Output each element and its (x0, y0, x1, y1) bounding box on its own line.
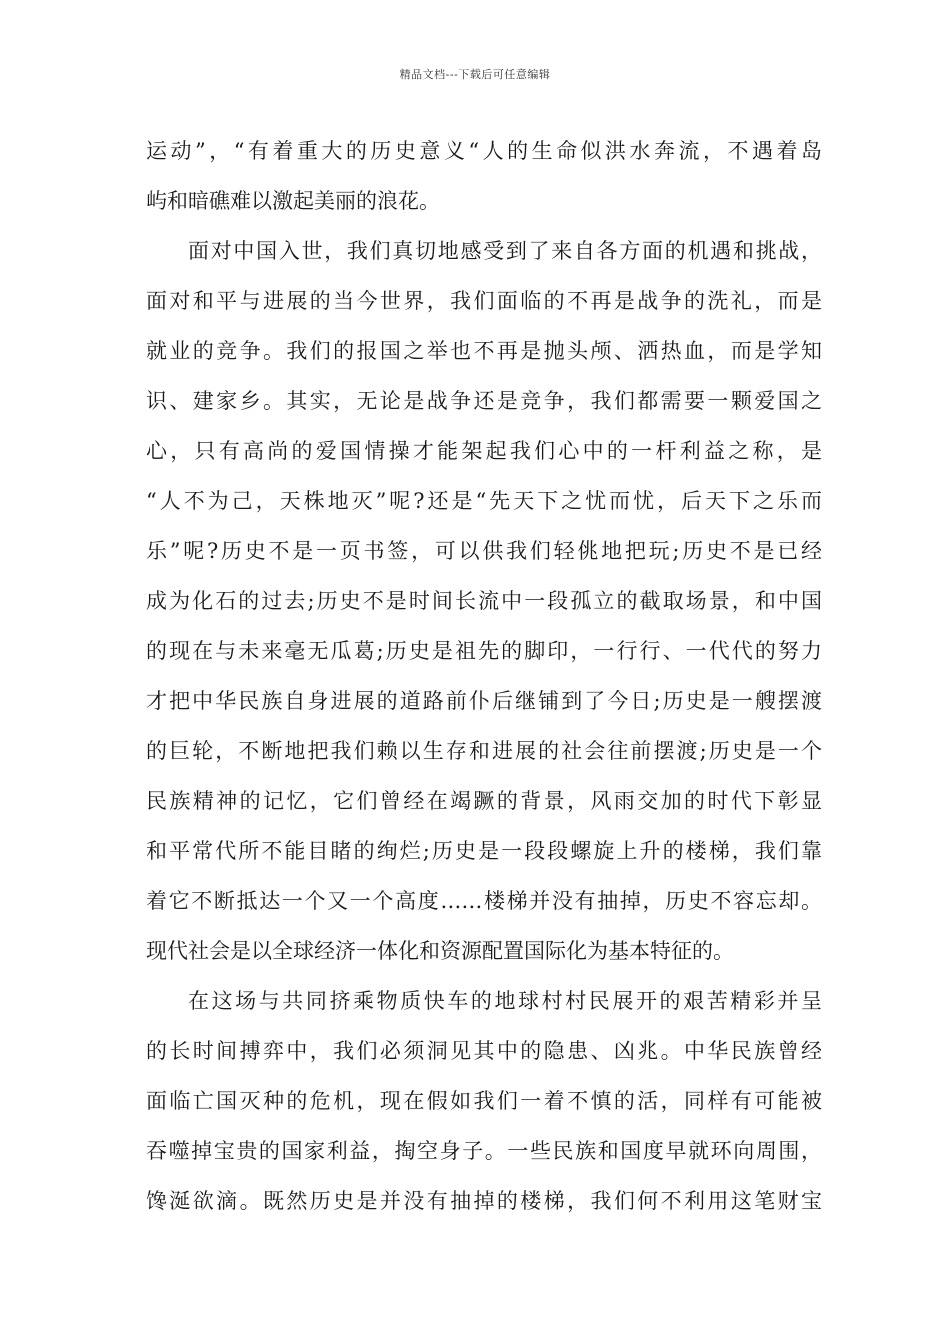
text-line: 民族精神的记忆，它们曾经在竭蹶的背景，风雨交加的时代下彰显 (146, 789, 822, 813)
text-line: 着它不断抵达一个又一个高度……楼梯并没有抽掉，历史不容忘却。 (146, 889, 822, 913)
text-line: 成为化石的过去;历史不是时间长流中一段孤立的截取场景，和中国 (146, 589, 822, 613)
text-line: 屿和暗礁难以激起美丽的浪花。 (146, 189, 440, 213)
text-line: 面对中国入世，我们真切地感受到了来自各方面的机遇和挑战， (188, 239, 822, 263)
text-line: 运动”，“有着重大的历史意义“人的生命似洪水奔流，不遇着岛 (146, 139, 822, 163)
text-line: 和平常代所不能目睹的绚烂;历史是一段段螺旋上升的楼梯，我们靠 (146, 839, 822, 863)
text-line: 吞噬掉宝贵的国家利益，掏空身子。一些民族和国度早就环向周围， (146, 1139, 822, 1163)
document-body (146, 126, 822, 1226)
text-line: 馋涎欲滴。既然历史是并没有抽掉的楼梯，我们何不利用这笔财宝 (146, 1189, 822, 1213)
text-line: 识、建家乡。其实，无论是战争还是竞争，我们都需要一颗爱国之 (146, 389, 822, 413)
text-line: 就业的竞争。我们的报国之举也不再是抛头颅、洒热血，而是学知 (146, 339, 822, 363)
text-line: 面临亡国灭种的危机，现在假如我们一着不慎的活，同样有可能被 (146, 1089, 822, 1113)
text-line: 面对和平与进展的当今世界，我们面临的不再是战争的洗礼，而是 (146, 289, 822, 313)
text-line: 的长时间搏弈中，我们必须洞见其中的隐患、凶兆。中华民族曾经 (146, 1039, 822, 1063)
text-line: “人不为己，天株地灭”呢?还是“先天下之忧而忧，后天下之乐而 (146, 489, 822, 513)
text-line: 才把中华民族自身进展的道路前仆后继铺到了今日;历史是一艘摆渡 (146, 689, 822, 713)
page-header: 精品文档---下载后可任意编辑 (399, 68, 551, 81)
text-line: 现代社会是以全球经济一体化和资源配置国际化为基本特征的。 (146, 939, 734, 963)
text-line: 乐”呢?历史不是一页书签，可以供我们轻佻地把玩;历史不是已经 (146, 539, 822, 563)
text-line: 在这场与共同挤乘物质快车的地球村村民展开的艰苦精彩并呈 (188, 989, 822, 1013)
text-line: 的现在与未来毫无瓜葛;历史是祖先的脚印，一行行、一代代的努力 (146, 639, 822, 663)
text-line: 的巨轮，不断地把我们赖以生存和进展的社会往前摆渡;历史是一个 (146, 739, 822, 763)
text-line: 心，只有高尚的爱国情操才能架起我们心中的一杆利益之称，是 (146, 439, 822, 463)
